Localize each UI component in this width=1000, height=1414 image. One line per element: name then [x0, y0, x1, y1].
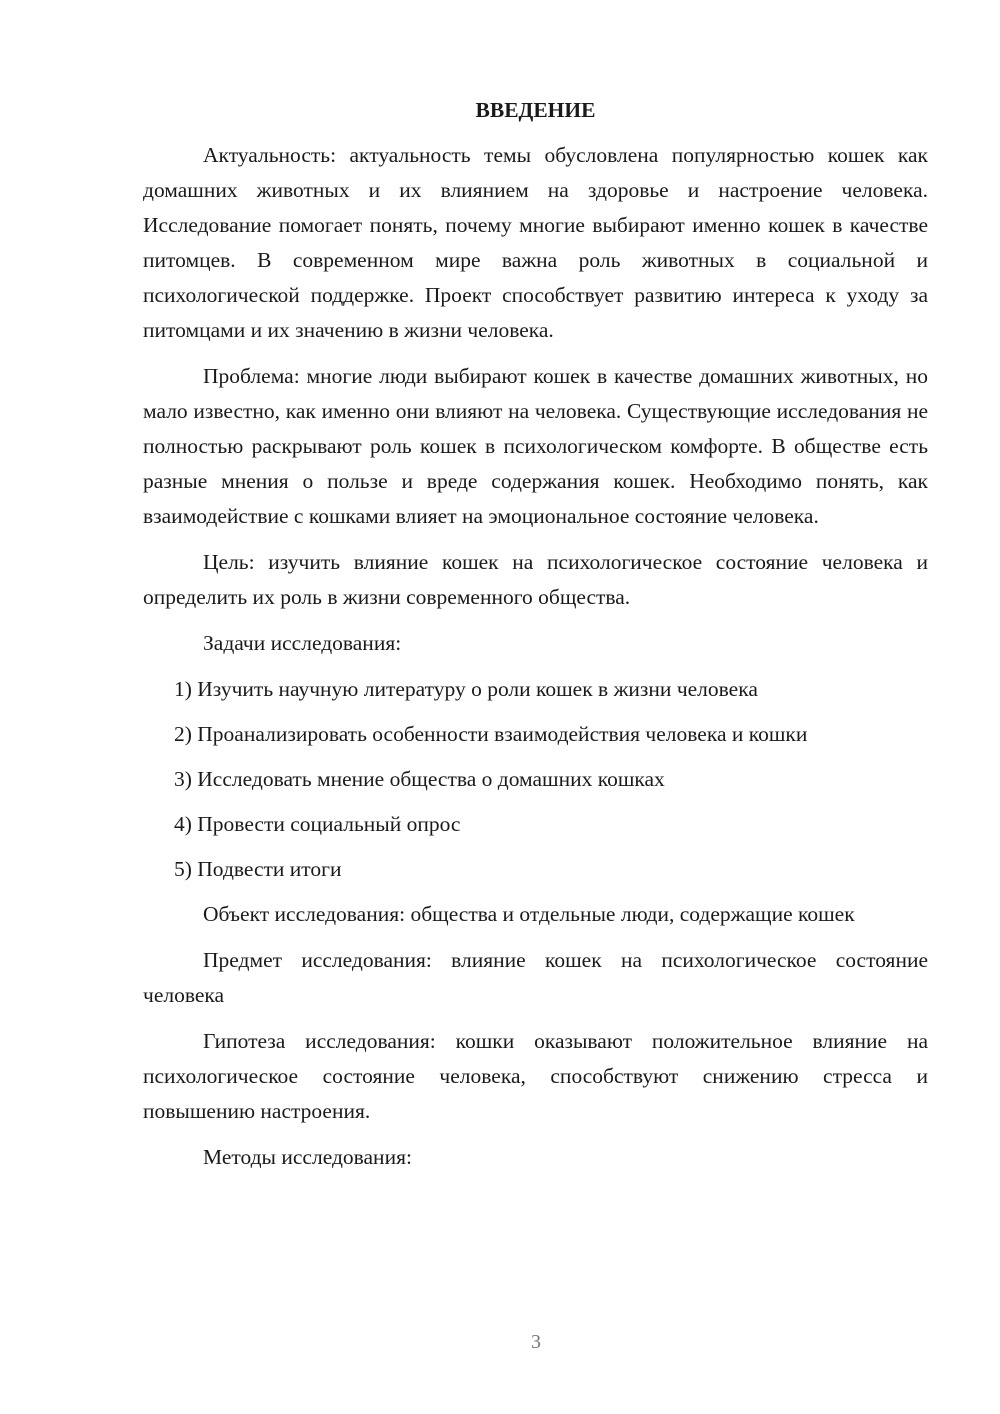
subject-paragraph: Предмет исследования: влияние кошек на психологическое состояние человека — [143, 948, 928, 1007]
relevance-paragraph: Актуальность: актуальность темы обусловлена популярностью кошек как домашних животных и их влиянием на здоровье и настроение человека. Исследование помогает понять, почему многие выбирают именно кошек в качестве питомцев. В современном мире важна роль животных в социальной и психологической поддержке. Проект способствует развитию интереса к уходу за питомцами и их значению в жизни человека. — [143, 143, 928, 342]
hypothesis-paragraph: Гипотеза исследования: кошки оказывают положительное влияние на психологическое состояние человека, способствуют снижению стресса и повышению настроения. — [143, 1029, 928, 1123]
task-item: 3) Исследовать мнение общества о домашних кошках — [174, 767, 665, 791]
goal-paragraph: Цель: изучить влияние кошек на психологическое состояние человека и определить их роль в жизни современного общества. — [143, 550, 928, 609]
object-paragraph: Объект исследования: общества и отдельные люди, содержащие кошек — [203, 902, 855, 926]
tasks-list — [143, 672, 928, 887]
task-item: 2) Проанализировать особенности взаимодействия человека и кошки — [174, 722, 808, 746]
tasks-heading: Задачи исследования: — [203, 631, 402, 655]
page-number: 3 — [531, 1331, 541, 1353]
methods-paragraph: Методы исследования: — [203, 1145, 412, 1169]
task-item: 1) Изучить научную литературу о роли кошек в жизни человека — [174, 677, 758, 701]
page-content — [143, 93, 928, 1186]
task-item: 4) Провести социальный опрос — [174, 812, 461, 836]
section-title: ВВЕДЕНИЕ — [475, 98, 596, 122]
task-item: 5) Подвести итоги — [174, 857, 342, 881]
problem-paragraph: Проблема: многие люди выбирают кошек в качестве домашних животных, но мало известно, как именно они влияют на человека. Существующие исследования не полностью раскрывают роль кошек в психологическом комфорте. В обществе есть разные мнения о пользе и вреде содержания кошек. Необходимо понять, как взаимодействие с кошками влияет на эмоциональное состояние человека. — [143, 364, 928, 528]
